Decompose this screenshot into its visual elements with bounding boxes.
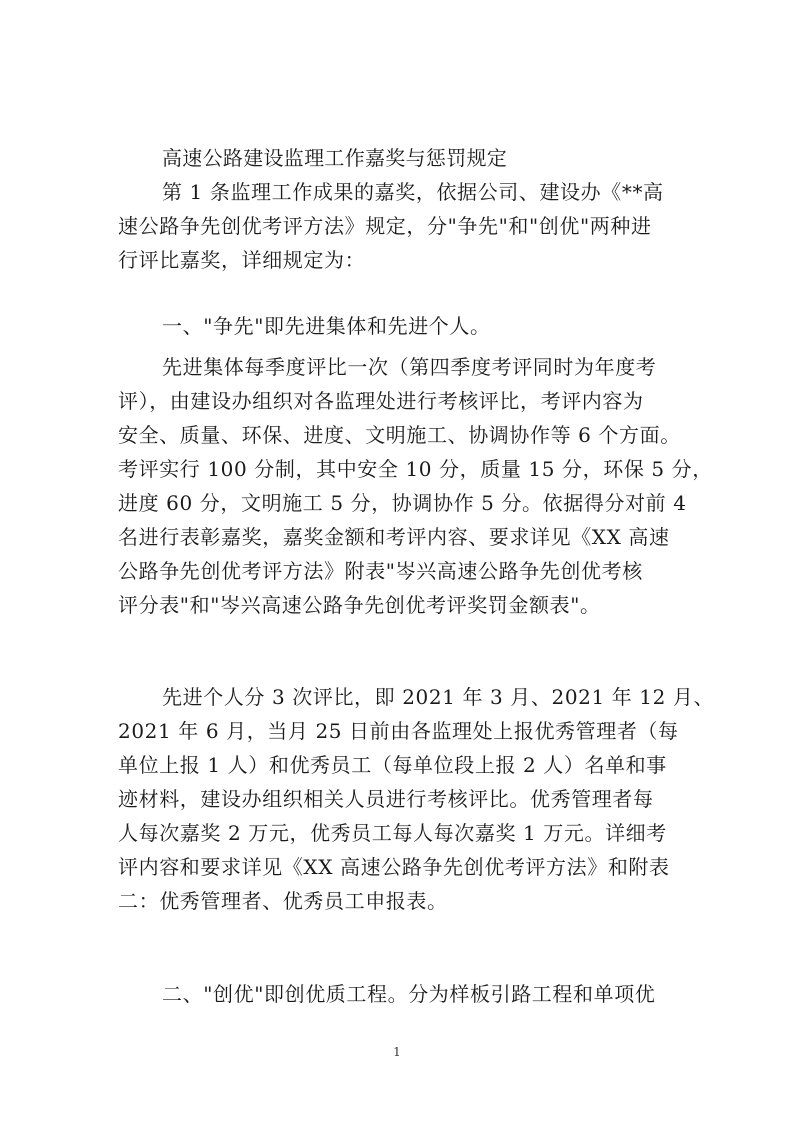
paragraph-3 [118, 350, 713, 622]
document-title: 高速公路建设监理工作嘉奖与惩罚规定 [162, 146, 508, 170]
text-line: 评内容和要求详见《XX 高速公路争先创优考评方法》和附表 [118, 855, 670, 879]
text-line: 评），由建设办组织对各监理处进行考核评比，考评内容为 [118, 389, 644, 413]
paragraph-1 [118, 175, 688, 277]
text-line: 二：优秀管理者、优秀员工申报表。 [118, 889, 448, 913]
text-line: 速公路争先创优考评方法》规定，分"争先"和"创优"两种进 [118, 214, 652, 238]
text-line: 人每次嘉奖 2 万元，优秀员工每人每次嘉奖 1 万元。详细考 [118, 821, 667, 845]
paragraph-5 [118, 977, 688, 1011]
text-line: 一、"争先"即先进集体和先进个人。 [162, 314, 491, 338]
text-line: 先进集体每季度评比一次（第四季度考评同时为年度考 [162, 355, 657, 379]
text-line: 考评实行 100 分制，其中安全 10 分，质量 15 分，环保 5 分， [118, 457, 713, 481]
paragraph-4 [118, 680, 715, 918]
text-line: 迹材料，建设办组织相关人员进行考核评比。优秀管理者每 [118, 787, 654, 811]
text-line: 公路争先创优考评方法》附表"岑兴高速公路争先创优考核 [118, 559, 643, 583]
paragraph-2 [118, 309, 688, 343]
text-line: 进度 60 分，文明施工 5 分，协调协作 5 分。依据得分对前 4 [118, 491, 687, 515]
text-line: 2021 年 6 月，当月 25 日前由各监理处上报优秀管理者（每 [118, 719, 679, 743]
page-number: 1 [393, 1045, 401, 1059]
text-line: 第 1 条监理工作成果的嘉奖，依据公司、建设办《**高 [162, 180, 664, 204]
text-line: 行评比嘉奖，详细规定为： [118, 248, 366, 272]
text-line: 名进行表彰嘉奖，嘉奖金额和考评内容、要求详见《XX 高速 [118, 525, 670, 549]
text-line: 安全、质量、环保、进度、文明施工、协调协作等 6 个方面。 [118, 423, 681, 447]
text-line: 单位上报 1 人）和优秀员工（每单位段上报 2 人）名单和事 [118, 753, 667, 777]
text-line: 评分表"和"岑兴高速公路争先创优考评奖罚金额表"。 [118, 593, 601, 617]
text-line: 二、"创优"即创优质工程。分为样板引路工程和单项优 [162, 982, 656, 1006]
text-line: 先进个人分 3 次评比，即 2021 年 3 月、2021 年 12 月、 [162, 685, 715, 709]
